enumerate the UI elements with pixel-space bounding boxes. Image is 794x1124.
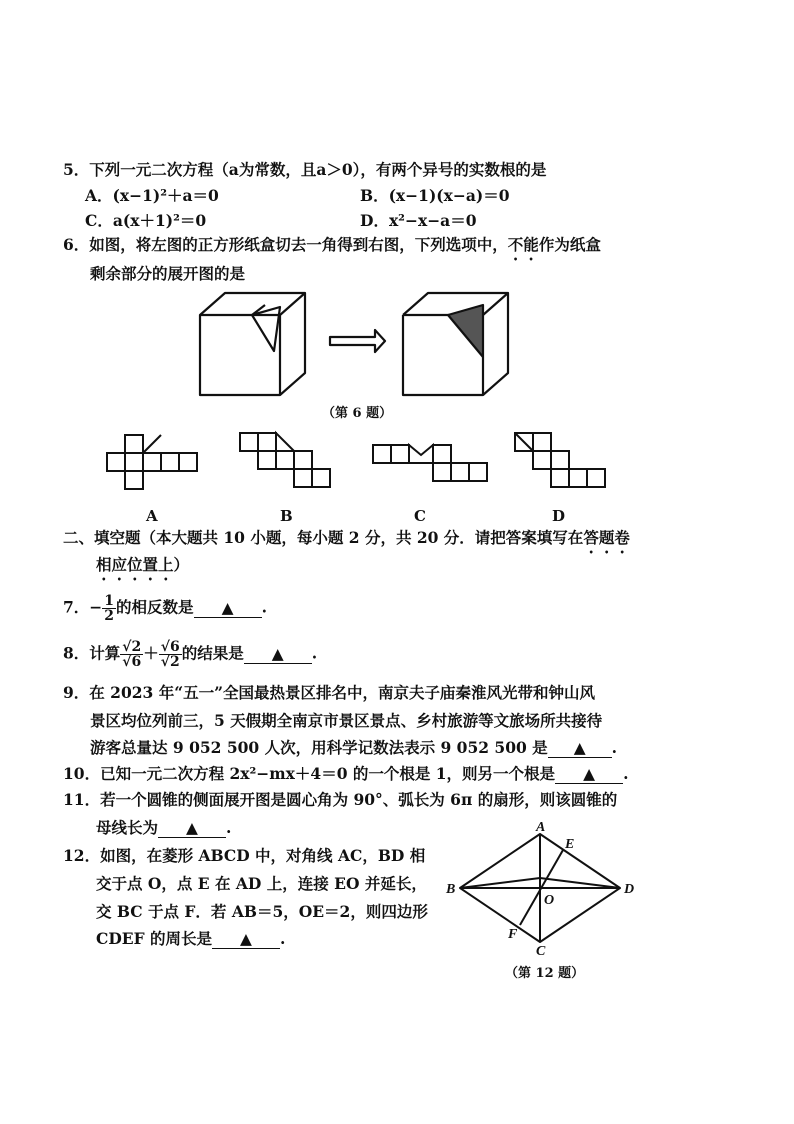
q12-line3: 交 BC 于点 F．若 AB＝5，OE＝2，则四边形	[96, 902, 428, 921]
q8-f1-num: √2	[122, 639, 142, 655]
q7-frac-num: 1	[104, 593, 115, 609]
q8-f2-den: √2	[160, 654, 180, 670]
section2-line2	[96, 555, 189, 584]
q7-frac-den: 2	[104, 608, 115, 624]
q8-answer-blank[interactable]: ▲	[244, 645, 312, 664]
q10-end: .	[623, 764, 629, 783]
q9-answer-blank[interactable]: ▲	[548, 739, 612, 758]
q9-line3	[90, 738, 617, 758]
q9-line2: 景区均位列前三，5 天假期全南京市景区景点、乡村旅游等文旅场所共接待	[90, 711, 603, 730]
q9-line1: 9．在 2023 年“五一”全国最热景区排名中，南京夫子庙秦淮风光带和钟山风	[63, 683, 596, 702]
q6-cube-figure	[190, 285, 530, 400]
q7-text: 的相反数是	[116, 597, 194, 617]
q8-plus: ＋	[143, 643, 159, 663]
q6-stem-emphasis: 不能	[507, 235, 539, 254]
q12-end: .	[280, 929, 286, 948]
net-a	[107, 435, 197, 489]
net-d	[515, 433, 605, 487]
right-cube	[403, 293, 508, 395]
q8-end: .	[311, 643, 318, 663]
q12-line4-text: CDEF 的周长是	[96, 929, 212, 948]
q7-answer-blank[interactable]: ▲	[194, 599, 262, 618]
q7-fraction	[102, 594, 116, 623]
net-c	[373, 445, 487, 481]
point-e-label: E	[565, 837, 575, 852]
q12-caption: （第 12 题）	[505, 966, 585, 981]
q10	[63, 764, 628, 784]
q10-answer-blank[interactable]: ▲	[555, 765, 623, 784]
point-c-label: C	[536, 944, 546, 959]
q7-sign: −	[89, 597, 103, 617]
point-o-label: O	[544, 893, 555, 908]
q5-option-a: A．(x−1)²＋a＝0	[85, 186, 219, 205]
q8-fraction-1	[120, 640, 143, 669]
q11-line2-text: 母线长为	[96, 818, 159, 837]
q12-line2: 交于点 O，点 E 在 AD 上，连接 EO 并延长，	[96, 874, 427, 893]
arrow-icon	[330, 330, 385, 352]
q12-line4	[96, 929, 285, 949]
q12-line1: 12．如图，在菱形 ABCD 中，对角线 AC，BD 相	[63, 846, 426, 865]
q6-stem-pre: 6．如图，将左图的正方形纸盒切去一角得到右图，下列选项中，	[63, 235, 508, 254]
q7-num: 7．	[63, 597, 90, 617]
q9-end: .	[611, 738, 618, 757]
q7	[63, 594, 267, 623]
section2-emphasis-2: 相应位置上	[96, 555, 174, 574]
point-d-label: D	[624, 882, 635, 897]
right-cube-cut-face	[448, 305, 483, 357]
q6-option-d-label: D	[552, 507, 566, 525]
q6-stem-line2: 剩余部分的展开图的是	[90, 264, 246, 283]
q10-text: 10．已知一元二次方程 2x²−mx＋4＝0 的一个根是 1，则另一个根是	[63, 764, 556, 783]
point-f-label: F	[508, 927, 518, 942]
q6-option-b-label: B	[280, 507, 293, 525]
q8	[63, 640, 317, 669]
left-cube	[200, 293, 305, 395]
q11-end: .	[226, 818, 232, 837]
q6-stem-post: 作为纸盒	[538, 235, 601, 254]
q11-line1: 11．若一个圆锥的侧面展开图是圆心角为 90°、弧长为 6π 的扇形，则该圆锥的	[63, 790, 618, 809]
section2-line1: 二、填空题（本大题共 10 小题，每小题 2 分，共 20 分．请把答案填写在	[63, 528, 584, 547]
q8-text: 的结果是	[181, 643, 244, 663]
point-a-label: A	[536, 820, 546, 835]
point-b-label: B	[446, 882, 456, 897]
q8-f2-num: √6	[160, 639, 180, 655]
q6-option-c-label: C	[414, 507, 426, 525]
q6-option-a-label: A	[146, 507, 158, 525]
q5-option-c: C．a(x＋1)²＝0	[85, 211, 207, 230]
q6-stem	[63, 235, 601, 264]
left-cube-cut-lines	[252, 305, 280, 351]
q9-line3-text: 游客总量达 9 052 500 人次，用科学记数法表示 9 052 500 是	[90, 738, 548, 757]
q12-answer-blank[interactable]: ▲	[212, 930, 280, 949]
q8-pre: 8．计算	[63, 643, 121, 663]
section2-emphasis: 答题卷	[583, 528, 630, 547]
rhombus-figure	[440, 820, 650, 959]
q8-f1-den: √6	[122, 654, 142, 670]
q11-line2	[96, 818, 231, 838]
q7-end: .	[261, 597, 267, 617]
section2-close-paren: ）	[173, 555, 190, 574]
q11-answer-blank[interactable]: ▲	[158, 819, 226, 838]
q5-option-b: B．(x−1)(x−a)＝0	[360, 186, 510, 205]
q5-option-d: D．x²−x−a＝0	[360, 211, 477, 230]
q6-nets	[105, 430, 605, 500]
q8-fraction-2	[159, 640, 182, 669]
section2-header	[63, 528, 630, 557]
q6-caption: （第 6 题）	[322, 406, 393, 421]
q5-stem: 5．下列一元二次方程（a为常数，且a＞0），有两个异号的实数根的是	[63, 160, 547, 179]
net-b	[240, 433, 330, 487]
